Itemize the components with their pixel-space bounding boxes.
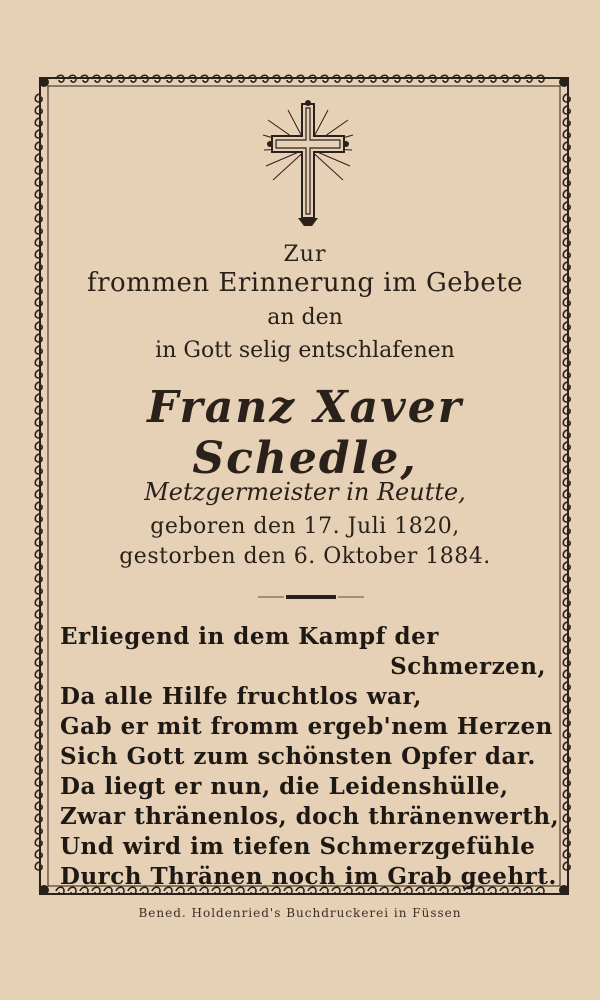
heading-line-an-den: an den <box>267 305 343 330</box>
heading-line-remembrance: frommen Erinnerung im Gebete <box>86 268 524 298</box>
deceased-name: Franz Xaver Schedle, <box>147 382 463 484</box>
death-date: gestorben den 6. Oktober 1884. <box>119 544 491 569</box>
printer-imprint: Bened. Holdenried's Buchdruckerei in Füssen <box>138 906 462 920</box>
birth-date: geboren den 17. Juli 1820, <box>150 514 460 539</box>
heading-line-zur: Zur <box>283 242 327 267</box>
deceased-occupation: Metzgermeister in Reutte, <box>144 478 466 506</box>
cross-icon <box>258 100 358 230</box>
ornamental-divider <box>258 594 364 600</box>
poem-line: Sich Gott zum schönsten Opfer dar. <box>60 743 536 770</box>
poem-line: Und wird im tiefen Schmerzgefühle <box>60 833 536 860</box>
poem-line: Schmerzen, <box>390 653 546 680</box>
poem-line: Durch Thränen noch im Grab geehrt. <box>60 863 557 890</box>
poem-line: Gab er mit fromm ergeb'nem Herzen <box>60 713 553 740</box>
heading-line-entschlafenen: in Gott selig entschlafenen <box>155 338 455 363</box>
poem-line: Da alle Hilfe fruchtlos war, <box>60 683 422 710</box>
poem-line: Zwar thränenlos, doch thränenwerth, <box>60 803 560 830</box>
poem <box>60 622 560 892</box>
poem-line: Da liegt er nun, die Leidenshülle, <box>60 773 509 800</box>
poem-line: Erliegend in dem Kampf der <box>60 623 439 650</box>
